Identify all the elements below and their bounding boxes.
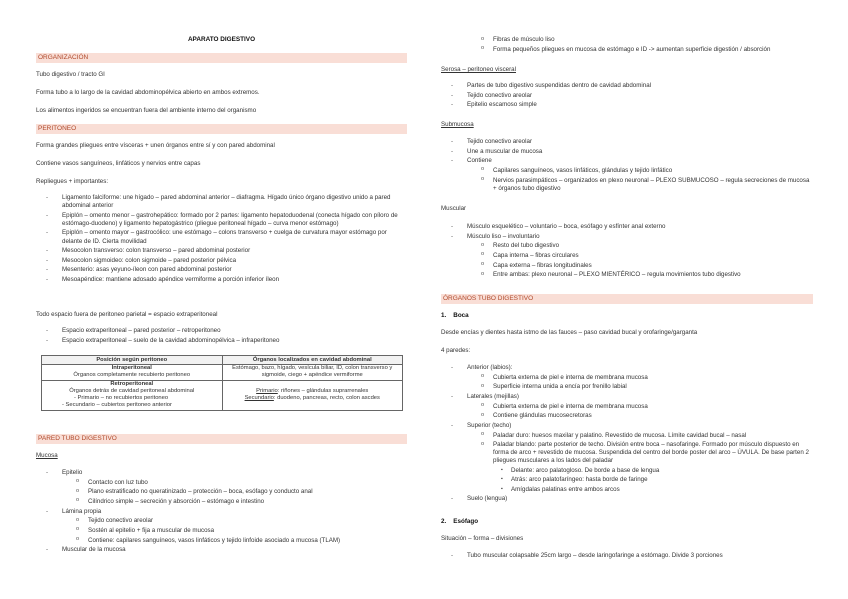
list-item: - Ligamento falciforme: une hígado – pared abdominal anterior – diafragma. Hígado único órgano digestivo unido a pared abdominal anterior: [36, 194, 407, 210]
cell-line: [225, 395, 401, 402]
muscular-list: [441, 223, 813, 281]
table-cell: Estómago, bazo, hígado, vesícula biliar, ID, colon transverso y sigmoide, ciego + apéndice vermiforme: [222, 364, 403, 380]
heading-text: Esófago: [453, 518, 479, 525]
cell-text: Órganos completamente recubierto peritoneo: [73, 372, 191, 379]
list-subitem: o Resto del tubo digestivo: [441, 242, 813, 250]
cell-title: Intraperitoneal: [111, 365, 152, 372]
submucosa-list: [441, 138, 813, 194]
section-pared: PARED TUBO DIGESTIVO: [36, 434, 407, 444]
cell-label: Secundario: [244, 395, 274, 402]
org-paragraph-2: Forma tubo a lo largo de la cavidad abdominopélvica abierto en ambos extremos.: [36, 89, 260, 96]
list-subsubitem: ▪ Delante: arco palatogloso. De borde a base de lengua: [441, 467, 813, 475]
list-item: - Tubo muscular colapsable 25cm largo – desde laringofaringe a estómago. Divide 3 porciones: [441, 552, 813, 560]
section-organos: ÓRGANOS TUBO DIGESTIVO: [441, 294, 813, 304]
cell-subitem-text: Primario – no recubiertos peritoneo: [77, 395, 169, 402]
list-subsubitem: ▪ Amígdalas palatinas entre ambos arcos: [441, 486, 813, 494]
document-title: APARATO DIGESTIVO: [187, 36, 256, 43]
list-item: - Espacio extraperitoneal – suelo de la cavidad abdominopélvica – infraperitoneo: [36, 337, 407, 345]
list-subitem: o Capilares sanguíneos, vasos linfáticos, glándulas y tejido linfático: [441, 167, 813, 175]
serosa-heading: Serosa – peritoneo visceral: [441, 66, 516, 73]
esofago-paragraph-1: Situación – forma – divisiones: [441, 535, 524, 542]
list-item: - Mesoapéndice: mantiene adosado apéndice vermiforme a porción inferior íleon: [36, 276, 407, 284]
per-paragraph-3: Repliegues + importantes:: [36, 178, 109, 185]
list-item: - Mesocolon sigmoideo: colon sigmoide – pared posterior pélvica: [36, 257, 407, 265]
list-item: - Epiplón – omento menor – gastrohepático: formado por 2 partes: ligamento hepatoduodenal (conecta hígado con píloro de estómago-duodeno) y ligamento hepatogástrico (pliegue peritoneal hígado – curva menor estómago): [36, 212, 407, 228]
repliegues-list: [36, 194, 407, 286]
boca-paragraph-2: 4 paredes:: [441, 347, 471, 354]
list-subitem: o Capa interna – fibras circulares: [441, 252, 813, 260]
list-item: - Contiene: [441, 157, 813, 165]
list-subitem: o Contiene: capilares sanguíneos, vasos linfáticos y tejido linfoide asociado a mucosa (TLAM): [36, 537, 407, 545]
table-row: [42, 364, 403, 380]
peritoneo-table: [41, 355, 403, 411]
muscular-mucosa-list: [441, 36, 813, 55]
per-paragraph-1: Forma grandes pliegues entre vísceras + unen órganos entre sí y con pared abdominal: [36, 142, 275, 149]
muscular-heading: Muscular: [441, 205, 467, 212]
table-header: Posición según peritoneo: [42, 356, 223, 365]
list-subitem: o Tejido conectivo areolar: [36, 517, 407, 525]
list-item: - Mesenterio: asas yeyuno-íleon con pared abdominal posterior: [36, 266, 407, 274]
table-cell: [42, 364, 223, 380]
heading-number: 1.: [441, 312, 447, 319]
list-item: - Epitelio escamoso simple: [441, 101, 813, 109]
mucosa-heading: Mucosa: [36, 452, 58, 459]
list-subitem: o Cubierta externa de piel e interna de membrana mucosa: [441, 374, 813, 382]
list-item: - Muscular de la mucosa: [36, 546, 407, 554]
list-item: - Laterales (mejillas): [441, 393, 813, 401]
list-item: - Anterior (labios):: [441, 364, 813, 372]
cell-text: : riñones – glándulas suprarrenales: [277, 388, 369, 395]
serosa-list: [441, 82, 813, 111]
cell-label: Primario: [256, 388, 278, 395]
list-subitem: o Paladar blando: parte posterior de techo. División entre boca – nasofaringe. Formado por músculo dispuesto en forma de arco + revestido de mucosa. Suspendida del centro del borde poster del arco – ÚVULA. De base parten 2 pliegues musculares a los lados del paladar: [441, 441, 813, 465]
list-item: - Suelo (lengua): [441, 495, 813, 503]
list-item: - Superior (techo): [441, 422, 813, 430]
org-paragraph-1: Tubo digestivo / tracto GI: [36, 71, 105, 78]
heading-text: Boca: [453, 312, 469, 319]
per-paragraph-4: Todo espacio fuera de peritoneo parietal = espacio extraperitoneal: [36, 311, 218, 318]
cell-subitem: - Primario – no recubiertos peritoneo: [74, 395, 169, 402]
table-header-row: [42, 356, 403, 365]
cell-title: Retroperitoneal: [110, 381, 154, 388]
list-subitem: o Capa externa – fibras longitudinales: [441, 262, 813, 270]
esofago-heading: [441, 518, 478, 526]
list-item: - Músculo liso – involuntario: [441, 233, 813, 241]
section-organizacion: ORGANIZACIÓN: [36, 53, 407, 63]
table-cell: [222, 380, 403, 410]
list-subitem: o Superficie interna unida a encía por frenillo labial: [441, 383, 813, 391]
list-subitem: o Contiene glándulas mucosecretoras: [441, 412, 813, 420]
section-peritoneo: PERITONEO: [36, 124, 407, 134]
cell-line: [225, 388, 401, 395]
heading-number: 2.: [441, 518, 447, 525]
extraperitoneal-list: [36, 327, 407, 346]
mucosa-list: [36, 469, 407, 556]
list-subsubitem: ▪ Atrás: arco palatofaríngeo: hasta borde de faringe: [441, 476, 813, 484]
list-subitem: o Contacto con luz tubo: [36, 479, 407, 487]
list-subitem: o Cilíndrico simple – secreción y absorción – estómago e intestino: [36, 498, 407, 506]
list-item: - Epiplón – omento mayor – gastrocólico: une estómago – colons transverso + cuelga de curvatura mayor estómago por delante de ID. Cierta movilidad: [36, 229, 407, 245]
cell-subitem-text: Secundario – cubiertos peritoneo anterior: [65, 402, 172, 409]
list-subitem: o Paladar duro: huesos maxilar y palatino. Revestido de mucosa. Límite cavidad bucal – nasal: [441, 432, 813, 440]
list-item: - Partes de tubo digestivo suspendidas dentro de cavidad abdominal: [441, 82, 813, 90]
list-item: - Tejido conectivo areolar: [441, 92, 813, 100]
cell-text: Órganos detrás de cavidad peritoneal abdominal: [69, 388, 195, 395]
cell-subitem: - Secundario – cubiertos peritoneo anterior: [62, 402, 172, 409]
paredes-list: [441, 364, 813, 505]
list-item: - Une a muscular de mucosa: [441, 148, 813, 156]
list-subitem: o Fibras de músculo liso: [441, 36, 813, 44]
list-item: - Músculo esquelético – voluntario – boca, esófago y esfínter anal externo: [441, 223, 813, 231]
list-subitem: o Sostén al epitelio + fija a muscular de mucosa: [36, 527, 407, 535]
list-item: - Mesocolon transverso: colon transverso – pared abdominal posterior: [36, 247, 407, 255]
boca-heading: [441, 312, 469, 320]
table-row: [42, 380, 403, 410]
per-paragraph-2: Contiene vasos sanguíneos, linfáticos y nervios entre capas: [36, 160, 201, 167]
list-subitem: o Forma pequeños pliegues en mucosa de estómago e ID -> aumentan superficie digestión / absorción: [441, 46, 813, 54]
list-item: - Epitelio: [36, 469, 407, 477]
esofago-list: [441, 552, 813, 562]
table-cell: [42, 380, 223, 410]
table-header: Órganos localizados en cavidad abdominal: [222, 356, 403, 365]
list-subitem: o Plano estratificado no queratinizado – protección – boca, esófago y conducto anal: [36, 488, 407, 496]
list-item: - Tejido conectivo areolar: [441, 138, 813, 146]
list-subitem: o Cubierta externa de piel e interna de membrana mucosa: [441, 403, 813, 411]
list-subitem: o Nervios parasimpáticos – organizados en plexo neuronal – PLEXO SUBMUCOSO – regula secreciones de mucosa + órganos tubo digestivo: [441, 177, 813, 193]
org-paragraph-3: Los alimentos ingeridos se encuentran fuera del ambiente interno del organismo: [36, 107, 257, 114]
boca-paragraph-1: Desde encías y dientes hasta istmo de las fauces – paso cavidad bucal y orofaringe/garganta: [441, 329, 698, 336]
submucosa-heading: Submucosa: [441, 121, 474, 128]
cell-text: : duodeno, pancreas, recto, colon ascdes: [273, 395, 380, 402]
list-item: - Espacio extraperitoneal – pared posterior – retroperitoneo: [36, 327, 407, 335]
list-item: - Lámina propia: [36, 508, 407, 516]
list-subitem: o Entre ambas: plexo neuronal – PLEXO MIENTÉRICO – regula movimientos tubo digestivo: [441, 271, 813, 279]
